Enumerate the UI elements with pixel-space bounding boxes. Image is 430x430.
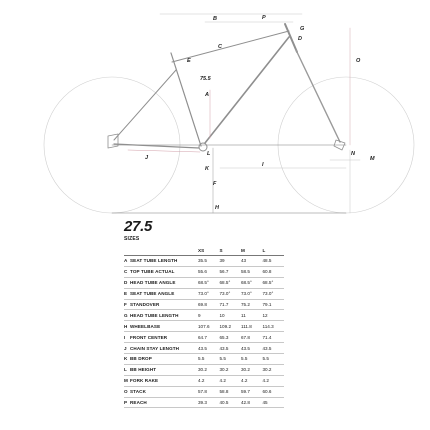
row-name: STANDOVER (130, 299, 198, 310)
dim-label: G (300, 26, 305, 32)
table-row (124, 277, 284, 288)
row-name: FRONT CENTER (130, 332, 198, 343)
column-header: M (241, 246, 263, 256)
row-value: 59.7 (241, 386, 263, 397)
table-row (124, 332, 284, 343)
row-value: 4.2 (198, 375, 220, 386)
dim-label: H (215, 205, 219, 211)
column-header: XS (198, 246, 220, 256)
dim-label: O (356, 58, 361, 64)
row-letter: E (124, 288, 130, 299)
row-value: 71.7 (220, 299, 242, 310)
row-value: 79.1 (263, 299, 285, 310)
row-value: 111.8 (241, 321, 263, 332)
wheel-size-title: 27.5 (124, 218, 152, 235)
row-value: 58.5 (241, 266, 263, 277)
column-header: S (220, 246, 242, 256)
row-value: 43 (241, 256, 263, 267)
row-value: 5.5 (263, 354, 285, 365)
row-value: 68.5° (220, 277, 242, 288)
row-value: 58.8 (220, 386, 242, 397)
row-value: 39 (220, 256, 242, 267)
table-body (124, 256, 284, 408)
angle-label: 75.5 (200, 76, 211, 82)
row-value: 75.2 (241, 299, 263, 310)
row-name: TOP TUBE ACTUAL (130, 266, 198, 277)
row-value: 43.5 (220, 343, 242, 354)
row-value: 5.5 (220, 354, 242, 365)
row-value: 30.2 (220, 364, 242, 375)
table-row (124, 343, 284, 354)
row-value: 73.0° (198, 288, 220, 299)
row-value: 56.7 (220, 266, 242, 277)
row-letter: F (124, 299, 130, 310)
table-row (124, 310, 284, 321)
row-letter: C (124, 266, 130, 277)
table-row (124, 354, 284, 365)
down-tube (205, 37, 289, 143)
dim-label: C (218, 44, 222, 50)
table-row (124, 266, 284, 277)
sizes-label: SIZES (124, 236, 140, 242)
row-name: HEAD TUBE ANGLE (130, 277, 198, 288)
row-value: 64.7 (198, 332, 220, 343)
table-row (124, 397, 284, 408)
row-value: 71.4 (263, 332, 285, 343)
fork (296, 50, 340, 142)
row-value: 30.2 (198, 364, 220, 375)
row-name: WHEELBASE (130, 321, 198, 332)
row-value: 43.5 (198, 343, 220, 354)
dim-label: J (145, 155, 149, 161)
row-value: 55.6 (198, 266, 220, 277)
dim-label: N (351, 151, 355, 157)
row-value: 45 (263, 397, 285, 408)
row-value: 5.5 (241, 354, 263, 365)
row-value: 5.5 (198, 354, 220, 365)
dim-label: I (262, 162, 264, 168)
dim-label: L (207, 151, 211, 157)
row-name: REACH (130, 397, 198, 408)
row-name: SEAT TUBE ANGLE (130, 288, 198, 299)
row-name: BB DROP (130, 354, 198, 365)
row-letter: K (124, 354, 130, 365)
table-row (124, 375, 284, 386)
row-value: 35.5 (198, 256, 220, 267)
row-name: CHAIN STAY LENGTH (130, 343, 198, 354)
dim-label: D (298, 36, 302, 42)
row-value: 10 (220, 310, 242, 321)
row-letter: M (124, 375, 130, 386)
row-value: 11 (241, 310, 263, 321)
row-value: 30.2 (263, 364, 285, 375)
row-letter: D (124, 277, 130, 288)
dim-label: A (205, 92, 209, 98)
row-value: 40.5 (220, 397, 242, 408)
row-value: 9 (198, 310, 220, 321)
row-name: STACK (130, 386, 198, 397)
table-row (124, 321, 284, 332)
table-header-row (124, 246, 284, 256)
row-value: 67.8 (241, 332, 263, 343)
chain-stay (114, 144, 199, 148)
dim-label: P (262, 15, 266, 21)
dim-chainstay (128, 150, 200, 152)
dim-label: B (213, 16, 217, 22)
table-row (124, 256, 284, 267)
row-letter: H (124, 321, 130, 332)
row-value: 68.5° (198, 277, 220, 288)
table-row (124, 299, 284, 310)
row-value: 4.2 (220, 375, 242, 386)
row-value: 4.2 (263, 375, 285, 386)
row-value: 68.5° (263, 277, 285, 288)
row-letter: L (124, 364, 130, 375)
dim-label: M (370, 156, 375, 162)
row-value: 60.8 (263, 266, 285, 277)
row-value: 42.8 (241, 397, 263, 408)
row-letter: A (124, 256, 130, 267)
row-value: 68.5° (241, 277, 263, 288)
row-value: 39.3 (198, 397, 220, 408)
row-value: 60.6 (263, 386, 285, 397)
bottom-bracket (199, 143, 207, 151)
dim-label: F (213, 181, 217, 187)
row-value: 109.2 (220, 321, 242, 332)
dim-label: E (187, 58, 191, 64)
row-letter: J (124, 343, 130, 354)
row-value: 48.5 (263, 256, 285, 267)
row-value: 57.8 (198, 386, 220, 397)
row-value: 73.0° (263, 288, 285, 299)
row-value: 43.5 (263, 343, 285, 354)
table-row (124, 386, 284, 397)
row-value: 69.8 (198, 299, 220, 310)
row-letter: I (124, 332, 130, 343)
seat-tube (171, 53, 201, 146)
row-value: 4.2 (241, 375, 263, 386)
table-row (124, 288, 284, 299)
row-value: 114.3 (263, 321, 285, 332)
head-tube (285, 24, 297, 52)
column-header: L (263, 246, 285, 256)
row-value: 30.2 (241, 364, 263, 375)
row-letter: P (124, 397, 130, 408)
row-letter: G (124, 310, 130, 321)
geometry-table (124, 246, 284, 408)
row-value: 65.3 (220, 332, 242, 343)
row-name: BB HEIGHT (130, 364, 198, 375)
row-letter: O (124, 386, 130, 397)
row-value: 107.6 (198, 321, 220, 332)
row-name: SEAT TUBE LENGTH (130, 256, 198, 267)
row-value: 43.5 (241, 343, 263, 354)
dim-label: K (205, 166, 209, 172)
row-value: 12 (263, 310, 285, 321)
table-row (124, 364, 284, 375)
rear-dropout (108, 134, 118, 148)
row-name: FORK RAKE (130, 375, 198, 386)
row-value: 73.0° (241, 288, 263, 299)
row-value: 73.0° (220, 288, 242, 299)
row-name: HEAD TUBE LENGTH (130, 310, 198, 321)
